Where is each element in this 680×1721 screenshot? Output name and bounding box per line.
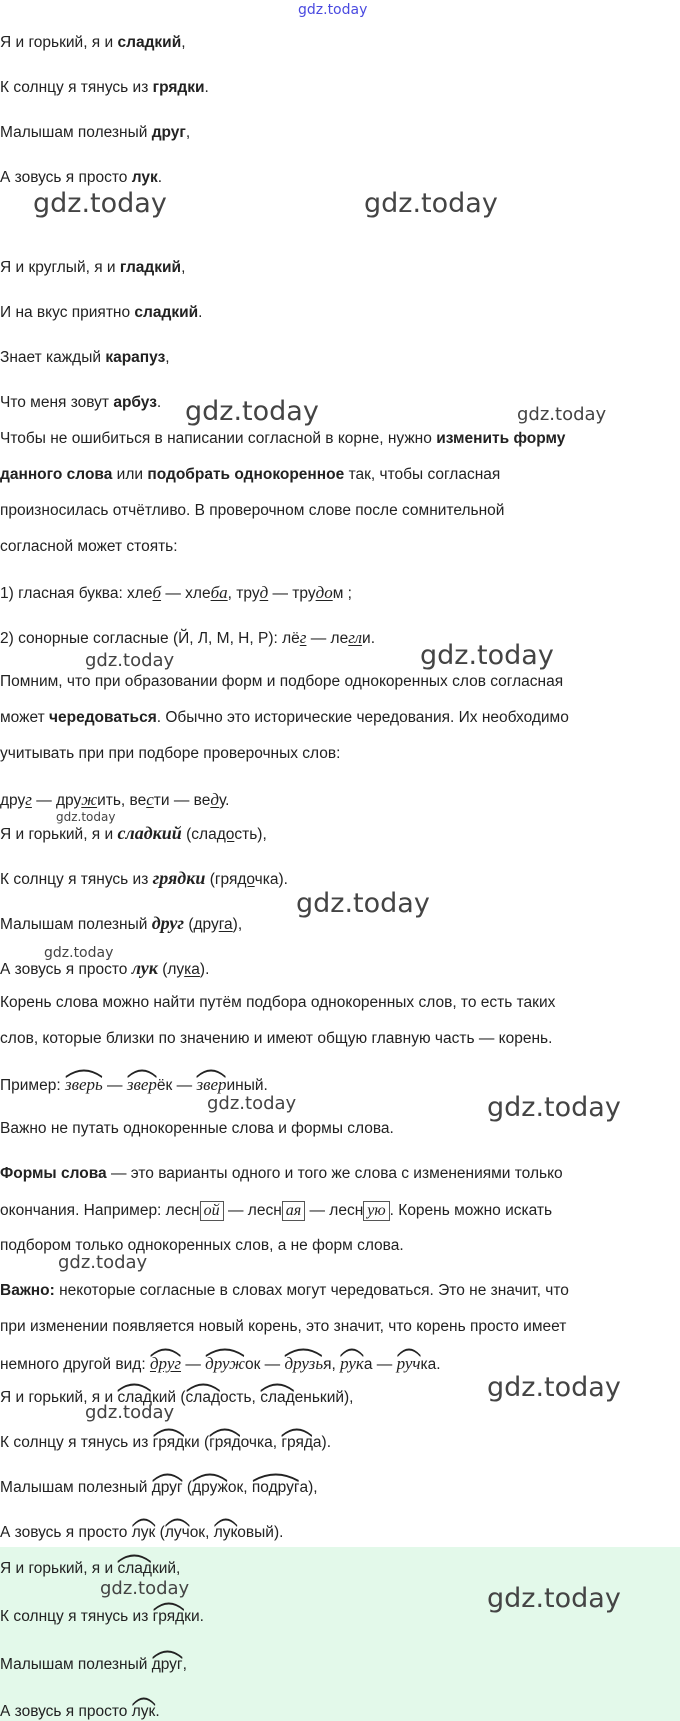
root-word: гряд	[153, 1608, 185, 1626]
watermark: gdz.today	[58, 1252, 148, 1273]
watermark: gdz.today	[364, 188, 498, 219]
watermark: gdz.today	[85, 1402, 175, 1423]
poem1-line-1: Я и горький, я и сладкий,	[0, 34, 186, 51]
rule-line-4: согласной может стоять:	[0, 538, 178, 555]
root-rule-line-2: слов, которые близки по значению и имеют общую главную часть — корень.	[0, 1030, 553, 1047]
check-poem-line-2: К солнцу я тянусь из грядки (грядочка).	[0, 868, 288, 888]
root-word: лук	[214, 1524, 238, 1542]
root-word: руч	[397, 1354, 421, 1374]
answer-poem-line-1: Я и горький, я и сладкий,	[0, 1560, 180, 1578]
watermark: gdz.today	[487, 1372, 621, 1403]
root-word: друг	[152, 1656, 183, 1674]
important-line-2: при изменении появляется новый корень, это значит, что корень просто имеет	[0, 1318, 567, 1335]
root-word: рук	[340, 1354, 364, 1374]
root-word: звер	[196, 1075, 226, 1095]
important-line-3: немного другой вид: друг — дружок — друзья, рука — ручка.	[0, 1354, 441, 1374]
watermark: gdz.today	[487, 1583, 621, 1614]
root-word: слад	[260, 1389, 294, 1407]
rule-item-2: 2) сонорные согласные (Й, Л, М, Н, Р): лёг — легли.	[0, 628, 376, 647]
check-poem-line-1: Я и горький, я и сладкий (сладость),	[0, 823, 267, 843]
important-line-1: Важно: некоторые согласные в словах могут чередоваться. Это не значит, что	[0, 1282, 569, 1299]
alternation-example: друг — дружить, вести — веду.	[0, 790, 230, 809]
forms-line-3: подбором только однокоренных слов, а не форм слова.	[0, 1237, 404, 1254]
alternation-line-3: учитывать при при подборе проверочных слов:	[0, 745, 341, 762]
poem1-line-2: К солнцу я тянусь из грядки.	[0, 79, 209, 96]
root-rule-warning: Важно не путать однокоренные слова и формы слова.	[0, 1120, 394, 1137]
root-word: звер	[127, 1075, 157, 1095]
root-word: гряд	[153, 1434, 185, 1452]
watermark: gdz.today	[298, 2, 368, 18]
poem1-line-3: Малышам полезный друг,	[0, 124, 191, 141]
check-poem-line-3: Малышам полезный друг (друга),	[0, 913, 243, 933]
forms-line-2: окончания. Например: лесн ой — лесн ая — лесн ую . Корень можно искать	[0, 1202, 553, 1219]
answer-poem-line-4: А зовусь я просто лук.	[0, 1703, 160, 1721]
root-word: друг	[150, 1354, 181, 1374]
watermark: gdz.today	[207, 1093, 297, 1114]
watermark: gdz.today	[185, 396, 319, 427]
root-word: друг	[152, 1479, 183, 1497]
root-word: слад	[186, 1389, 220, 1407]
forms-line-1: Формы слова — это варианты одного и того же слова с изменениями только	[0, 1165, 563, 1182]
poem2-line-4: Что меня зовут арбуз.	[0, 394, 162, 411]
root-word: друзь	[284, 1354, 323, 1374]
root-word: друж	[192, 1479, 228, 1497]
alternation-line-2: может чередоваться. Обычно это исторические чередования. Их необходимо	[0, 709, 569, 726]
check-poem-line-4: А зовусь я просто лук (лука).	[0, 958, 210, 978]
poem2-line-3: Знает каждый карапуз,	[0, 349, 170, 366]
watermark: gdz.today	[517, 404, 607, 425]
root-word: гряд	[209, 1434, 241, 1452]
rule-line-1: Чтобы не ошибиться в написании согласной в корне, нужно изменить форму	[0, 430, 566, 447]
root-poem-line-3: Малышам полезный друг ( дружок, подруга),	[0, 1479, 318, 1497]
rule-line-2: данного слова или подобрать однокоренное так, чтобы согласная	[0, 466, 501, 483]
watermark: gdz.today	[56, 810, 116, 824]
root-word: гряд	[281, 1434, 313, 1452]
watermark: gdz.today	[487, 1092, 621, 1123]
answer-poem-line-2: К солнцу я тянусь из грядки.	[0, 1608, 204, 1626]
root-poem-line-1: Я и горький, я и сладкий ( сладость, сладенький),	[0, 1389, 353, 1407]
root-word: зверь	[65, 1075, 103, 1095]
root-word: лук	[132, 1524, 156, 1542]
root-word: слад	[117, 1389, 151, 1407]
watermark: gdz.today	[420, 640, 554, 671]
root-poem-line-4: А зовусь я просто лук ( лучок, луковый).	[0, 1524, 283, 1542]
root-word: подруг	[252, 1479, 300, 1497]
answer-poem-line-3: Малышам полезный друг,	[0, 1656, 187, 1674]
root-word: луч	[165, 1524, 190, 1542]
root-word: слад	[117, 1560, 151, 1578]
root-poem-line-2: К солнцу я тянусь из грядки ( грядочка, гряда).	[0, 1434, 331, 1452]
root-rule-line-1: Корень слова можно найти путём подбора однокоренных слов, то есть таких	[0, 994, 556, 1011]
watermark: gdz.today	[296, 888, 430, 919]
watermark: gdz.today	[85, 650, 175, 671]
root-word: друж	[205, 1354, 245, 1374]
root-example: Пример: зверь — зверёк — звериный.	[0, 1075, 268, 1095]
watermark: gdz.today	[33, 188, 167, 219]
rule-line-3: произносилась отчётливо. В проверочном слове после сомнительной	[0, 502, 505, 519]
watermark: gdz.today	[100, 1578, 190, 1599]
root-word: лук	[132, 1703, 156, 1721]
poem2-line-1: Я и круглый, я и гладкий,	[0, 259, 186, 276]
rule-item-1: 1) гласная буква: хлеб — хлеба, труд — трудом ;	[0, 583, 352, 602]
alternation-line-1: Помним, что при образовании форм и подборе однокоренных слов согласная	[0, 673, 564, 690]
poem2-line-2: И на вкус приятно сладкий.	[0, 304, 203, 321]
poem1-line-4: А зовусь я просто лук.	[0, 169, 163, 186]
watermark: gdz.today	[44, 945, 114, 961]
